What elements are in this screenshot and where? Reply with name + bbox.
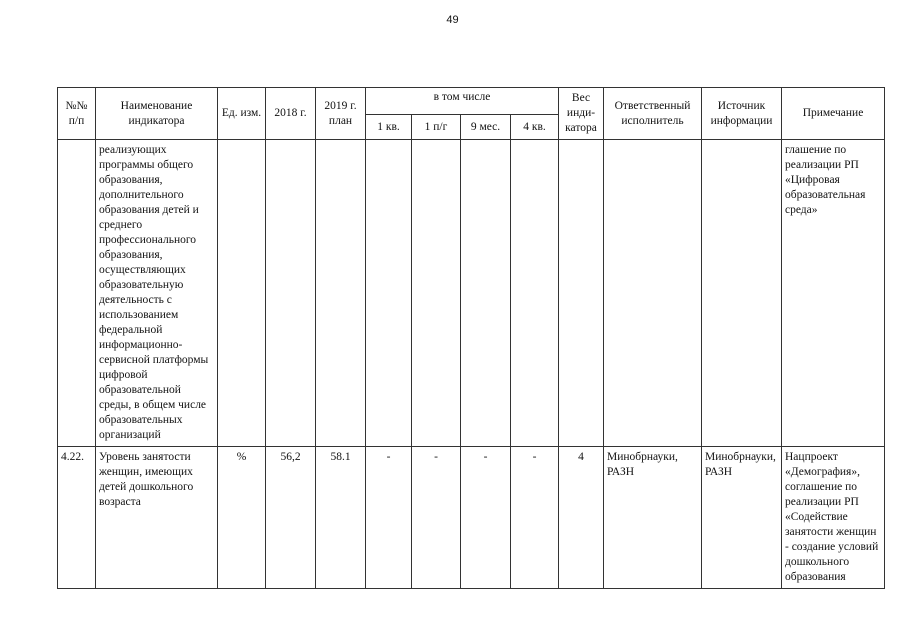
header-9m: 9 мес. [461, 115, 511, 140]
cell-2019 [316, 140, 366, 447]
cell-h1 [412, 140, 461, 447]
page-number: 49 [446, 14, 459, 26]
cell-responsible: Минобрнауки, РАЗН [604, 447, 702, 589]
cell-weight: 4 [559, 447, 604, 589]
cell-name: Уровень занятости женщин, имеющих детей дошкольного возраста [96, 447, 218, 589]
cell-weight [559, 140, 604, 447]
cell-2018 [266, 140, 316, 447]
header-weight: Вес инди- катора [559, 88, 604, 140]
cell-2019: 58.1 [316, 447, 366, 589]
cell-unit: % [218, 447, 266, 589]
header-2019: 2019 г. план [316, 88, 366, 140]
indicators-table [57, 87, 885, 589]
cell-num [58, 140, 96, 447]
cell-2018: 56,2 [266, 447, 316, 589]
header-num: №№ п/п [58, 88, 96, 140]
cell-q4: - [511, 447, 559, 589]
cell-9m [461, 140, 511, 447]
cell-source: Минобрнауки, РАЗН [702, 447, 782, 589]
cell-q1 [366, 140, 412, 447]
header-2018: 2018 г. [266, 88, 316, 140]
cell-source [702, 140, 782, 447]
cell-unit [218, 140, 266, 447]
header-unit: Ед. изм. [218, 88, 266, 140]
cell-h1: - [412, 447, 461, 589]
table-row [58, 447, 885, 589]
cell-num: 4.22. [58, 447, 96, 589]
header-source: Источник информации [702, 88, 782, 140]
header-including: в том числе [366, 88, 559, 115]
header-q1: 1 кв. [366, 115, 412, 140]
cell-name: реализующих программы общего образования, дополнительного образования детей и среднего профессионального образования, осуществляющих образовательную деятельность с использованием федеральной информационно-сервисной платформы цифровой образовательной среды, в общем числе образовательных организаций [96, 140, 218, 447]
cell-responsible [604, 140, 702, 447]
table-row [58, 140, 885, 447]
cell-note: Нацпроект «Демография», соглашение по реализации РП «Содействие занятости женщин - создание условий дошкольного образования [782, 447, 885, 589]
cell-q1: - [366, 447, 412, 589]
cell-note: глашение по реализации РП «Цифровая образовательная среда» [782, 140, 885, 447]
header-q4: 4 кв. [511, 115, 559, 140]
header-name: Наименование индикатора [96, 88, 218, 140]
cell-9m: - [461, 447, 511, 589]
header-row [58, 88, 885, 115]
header-note: Примечание [782, 88, 885, 140]
header-responsible: Ответственный исполнитель [604, 88, 702, 140]
cell-q4 [511, 140, 559, 447]
header-h1: 1 п/г [412, 115, 461, 140]
